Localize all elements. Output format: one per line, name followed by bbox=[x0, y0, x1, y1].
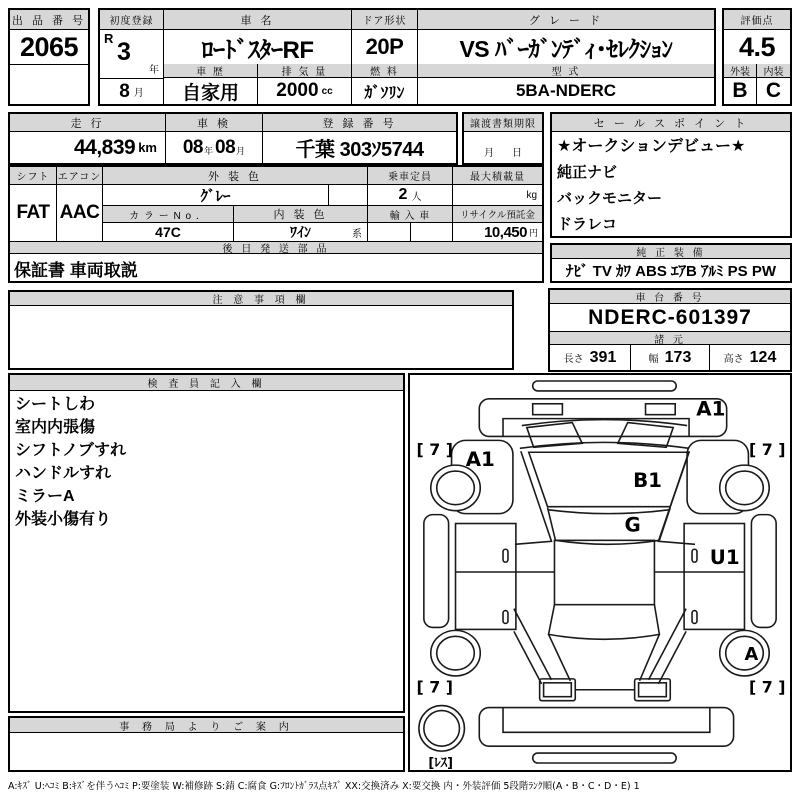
shift-label: シフト bbox=[10, 167, 56, 185]
inspector-lines bbox=[10, 391, 403, 531]
tire-mark-front-right: [ 7 ] bbox=[748, 440, 786, 460]
shaken-col bbox=[166, 114, 263, 163]
inspector-line: シフトノブすれ bbox=[15, 442, 127, 459]
legend-footnote: A:ｷｽﾞ U:ﾍｺﾐ B:ｷｽﾞを伴うﾍｺﾐ P:要塗装 W:補修跡 S:錆 C:腐食 G:ﾌﾛﾝﾄｶﾞﾗｽ点ｷｽﾞ XX:交換済み X:要交換 内・外装評価 5段階ﾗﾝｸ順(A・B・C・D・E) 1 bbox=[8, 781, 640, 792]
spec-width-cell bbox=[631, 345, 710, 370]
aircon-label: エアコン bbox=[57, 167, 102, 185]
ext-color-value: ｸﾞﾚｰ bbox=[103, 185, 329, 205]
notes-box bbox=[8, 290, 514, 370]
transfer-label: 譲渡書類期限 bbox=[464, 114, 542, 132]
damage-label-windshield: B1 bbox=[633, 468, 662, 492]
later-parts-label: 後 日 発 送 部 品 bbox=[10, 241, 542, 254]
sales-points-list bbox=[552, 132, 790, 238]
inspector-line: ミラーA bbox=[15, 488, 75, 505]
shaken-year-unit: 年 bbox=[203, 146, 213, 156]
int-color-label: 内 装 色 bbox=[234, 206, 367, 222]
chassis-value: NDERC-601397 bbox=[588, 305, 752, 329]
mileage-value: 44,839 bbox=[73, 135, 136, 159]
tire-mark-rear-right: [ 7 ] bbox=[748, 677, 786, 697]
color-no-value: 47C bbox=[103, 223, 234, 241]
history-displacement-row bbox=[164, 64, 351, 104]
first-reg-year-unit: 年 bbox=[149, 65, 159, 76]
color-block-box bbox=[8, 165, 544, 283]
interior-col bbox=[757, 64, 790, 104]
door-value: 20P bbox=[365, 34, 404, 59]
first-reg-month: 8 bbox=[119, 80, 130, 102]
reg-no-value: 千葉 303ｿ5744 bbox=[295, 139, 424, 161]
history-col bbox=[164, 64, 258, 104]
spec-height-cell bbox=[710, 345, 790, 370]
rear-deck-upper bbox=[549, 605, 660, 640]
spec-length-cell bbox=[550, 345, 631, 370]
spec-length-label: 長さ bbox=[563, 354, 584, 365]
auction-no-value: 2065 bbox=[19, 31, 79, 62]
sales-point-item: 純正ナビ bbox=[557, 164, 618, 181]
grade-label: グ レ ー ド bbox=[418, 10, 714, 30]
rear-bumper-strip bbox=[533, 753, 676, 763]
dash-curve bbox=[548, 510, 671, 514]
door-handle-left-2 bbox=[503, 611, 508, 624]
aircon-value: AAC bbox=[59, 202, 100, 223]
door-col bbox=[352, 10, 418, 104]
model-label: 型 式 bbox=[418, 64, 714, 78]
first-reg-year: 3 bbox=[117, 38, 131, 66]
door-label: ドア形状 bbox=[352, 10, 417, 30]
auction-no-box bbox=[8, 8, 90, 106]
sales-points-box bbox=[550, 112, 792, 238]
ext-color-col bbox=[103, 167, 368, 241]
chassis-label: 車 台 番 号 bbox=[550, 290, 790, 304]
spare-tire-mark: [ﾚｽ] bbox=[428, 755, 453, 770]
interior-label: 内装 bbox=[757, 64, 790, 78]
sales-points-label: セ ー ル ス ポ イ ン ト bbox=[552, 114, 790, 132]
interior-value: C bbox=[765, 79, 782, 102]
shaken-month-unit: 月 bbox=[236, 146, 246, 156]
damage-label-left-fender: A1 bbox=[465, 448, 495, 472]
max-load-unit: kg bbox=[526, 189, 537, 201]
headlight-right bbox=[646, 404, 676, 415]
quarter-lines-left bbox=[514, 609, 552, 684]
exterior-label: 外装 bbox=[724, 64, 756, 78]
wheel-front-right bbox=[720, 465, 769, 511]
grade-value: VS ﾊﾞｰｶﾞﾝﾃﾞｨ･ｾﾚｸｼｮﾝ bbox=[459, 35, 673, 62]
spec-label: 諸 元 bbox=[550, 331, 790, 344]
capacity-unit: 人 bbox=[411, 191, 422, 203]
sales-point-item: ドラレコ bbox=[557, 216, 618, 233]
cabin bbox=[554, 540, 654, 604]
recycle-value: 10,450 bbox=[484, 223, 527, 241]
first-reg-month-unit: 月 bbox=[133, 88, 144, 99]
shaken-label: 車 検 bbox=[166, 114, 262, 132]
inspector-line: 外装小傷有り bbox=[15, 511, 112, 528]
import-car-label: 輸 入 車 bbox=[368, 205, 452, 222]
taillight-right-inner bbox=[639, 683, 667, 697]
score-box bbox=[722, 8, 792, 106]
import-car-cells bbox=[368, 222, 452, 241]
wheel-front-left bbox=[431, 465, 480, 511]
inspector-label: 検 査 員 記 入 欄 bbox=[10, 375, 403, 391]
damage-label-glass: G bbox=[624, 513, 641, 537]
wiper-left bbox=[527, 423, 582, 448]
exterior-col bbox=[724, 64, 757, 104]
exterior-value: B bbox=[732, 79, 748, 102]
door-handle-left-1 bbox=[503, 549, 508, 562]
max-load-label: 最大積載量 bbox=[453, 167, 542, 185]
displacement-label: 排 気 量 bbox=[258, 64, 351, 78]
car-name-value: ﾛｰﾄﾞｽﾀｰRF bbox=[201, 36, 314, 64]
spec-width-label: 幅 bbox=[648, 354, 659, 365]
fuel-label: 燃 料 bbox=[352, 64, 417, 78]
mileage-label: 走 行 bbox=[10, 114, 165, 132]
headlight-left bbox=[533, 404, 563, 415]
front-bumper-strip bbox=[533, 381, 676, 391]
inspector-line: 室内内張傷 bbox=[15, 419, 96, 436]
damage-label-front-panel: A1 bbox=[696, 397, 726, 421]
equipment-value: ﾅﾋﾞ TV ｶﾜ ABS ｴｱB ｱﾙﾐ PS PW bbox=[565, 262, 776, 280]
transfer-day-label: 日 bbox=[512, 148, 522, 159]
damage-diagram-box bbox=[408, 373, 792, 772]
color-no-int-color-headers bbox=[103, 205, 367, 222]
history-value: 自家用 bbox=[181, 82, 239, 104]
top-main-box bbox=[98, 8, 716, 106]
inspector-line: シートしわ bbox=[15, 396, 96, 413]
transfer-month-label: 月 bbox=[484, 148, 494, 159]
car-name-label: 車 名 bbox=[164, 10, 351, 30]
spec-row bbox=[550, 344, 790, 370]
displacement-cell bbox=[258, 78, 351, 104]
ext-color-label: 外 装 色 bbox=[103, 167, 367, 185]
max-load-col bbox=[453, 167, 542, 241]
max-load-cell bbox=[453, 185, 542, 205]
office-empty-area bbox=[10, 733, 403, 770]
transfer-box bbox=[462, 112, 544, 165]
color-no-label: カ ラ ー N o ． bbox=[103, 206, 234, 222]
first-reg-era: R bbox=[104, 31, 114, 46]
capacity-cell bbox=[368, 185, 452, 205]
office-box bbox=[8, 716, 405, 772]
damage-label-right-door: U1 bbox=[709, 546, 740, 570]
displacement-unit: cc bbox=[321, 85, 333, 97]
capacity-value: 2 bbox=[398, 186, 408, 203]
displacement-value: 2000 bbox=[276, 80, 319, 101]
door-right bbox=[684, 524, 744, 630]
tire-mark-front-left: [ 7 ] bbox=[416, 440, 453, 460]
sales-point-item: ★オークションデビュー★ bbox=[557, 138, 746, 155]
spec-height-value: 124 bbox=[749, 348, 777, 366]
recycle-label: リサイクル預託金 bbox=[453, 205, 542, 222]
int-color-value: ﾜｲﾝ bbox=[290, 224, 311, 240]
door-handle-right-2 bbox=[692, 611, 697, 624]
import-car-empty-2 bbox=[411, 223, 452, 241]
sill-right bbox=[751, 515, 776, 628]
recycle-unit: 円 bbox=[528, 227, 538, 238]
a-pillar-right bbox=[658, 451, 695, 544]
ext-int-grades bbox=[724, 64, 790, 104]
shaken-cell bbox=[166, 132, 262, 163]
int-color-suffix: 系 bbox=[352, 228, 362, 240]
notes-label: 注 意 事 項 欄 bbox=[10, 292, 512, 306]
taillight-left-inner bbox=[544, 683, 572, 697]
inspector-box bbox=[8, 373, 405, 713]
sales-point-item: バックモニター bbox=[557, 190, 663, 207]
reg-no-label: 登 録 番 号 bbox=[263, 114, 456, 132]
equipment-label: 純 正 装 備 bbox=[552, 245, 790, 259]
car-name-col bbox=[164, 10, 352, 104]
first-reg-col bbox=[100, 10, 164, 104]
grade-col bbox=[418, 10, 714, 104]
mileage-box bbox=[8, 112, 458, 165]
recycle-cell bbox=[453, 222, 542, 241]
auction-no-empty-cell bbox=[10, 64, 88, 104]
spec-length-value: 391 bbox=[589, 348, 617, 366]
notes-empty-area bbox=[10, 306, 512, 368]
fuel-value: ｶﾞｿﾘﾝ bbox=[364, 84, 405, 102]
wheel-rear-left bbox=[431, 630, 480, 676]
sill-left bbox=[424, 515, 449, 628]
score-value: 4.5 bbox=[738, 31, 776, 62]
office-label: 事 務 局 よ り ご 案 内 bbox=[10, 718, 403, 733]
ext-color-empty-cell bbox=[329, 185, 367, 205]
auction-no-label: 出 品 番 号 bbox=[10, 10, 88, 30]
model-value: 5BA-NDERC bbox=[515, 81, 617, 100]
shift-value: FAT bbox=[16, 202, 50, 223]
door-left bbox=[456, 524, 516, 630]
first-reg-month-cell bbox=[100, 78, 163, 104]
rear-bumper bbox=[479, 708, 733, 747]
displacement-col bbox=[258, 64, 351, 104]
windshield bbox=[529, 452, 689, 506]
spec-width-value: 173 bbox=[664, 348, 692, 366]
door-handle-right-1 bbox=[692, 549, 697, 562]
transfer-cell bbox=[464, 132, 542, 163]
capacity-label: 乗車定員 bbox=[368, 167, 452, 185]
inspector-line: ハンドルすれ bbox=[15, 465, 112, 482]
spare-tire bbox=[419, 706, 465, 752]
first-reg-label: 初度登録 bbox=[100, 10, 163, 30]
shaken-year: 08 bbox=[182, 136, 203, 158]
rear-bumper-inner bbox=[503, 708, 710, 733]
mileage-unit: km bbox=[138, 140, 157, 155]
equipment-box bbox=[550, 243, 792, 283]
color-no-int-color-values bbox=[103, 222, 367, 241]
tire-mark-rear-left: [ 7 ] bbox=[416, 677, 453, 697]
damage-label-rear-wheel: A bbox=[744, 644, 759, 666]
later-parts-value: 保証書 車両取説 bbox=[14, 261, 138, 280]
color-block-top bbox=[10, 167, 542, 241]
car-top-view-diagram bbox=[410, 375, 790, 770]
cowl-sides bbox=[548, 508, 671, 541]
history-label: 車 歴 bbox=[164, 64, 257, 78]
reg-no-col bbox=[263, 114, 456, 163]
aircon-col bbox=[57, 167, 103, 241]
shift-col bbox=[10, 167, 57, 241]
score-label: 評価点 bbox=[724, 10, 790, 30]
capacity-col bbox=[368, 167, 453, 241]
mileage-cell bbox=[10, 132, 165, 163]
int-color-cell bbox=[234, 223, 367, 241]
mileage-col bbox=[10, 114, 166, 163]
rear-deck-sides bbox=[549, 634, 660, 681]
ext-color-row bbox=[103, 185, 367, 205]
import-car-empty-1 bbox=[368, 223, 411, 241]
spec-height-label: 高さ bbox=[723, 354, 744, 365]
first-reg-year-cell bbox=[100, 30, 163, 78]
shaken-month: 08 bbox=[215, 136, 236, 158]
chassis-box bbox=[548, 288, 792, 372]
